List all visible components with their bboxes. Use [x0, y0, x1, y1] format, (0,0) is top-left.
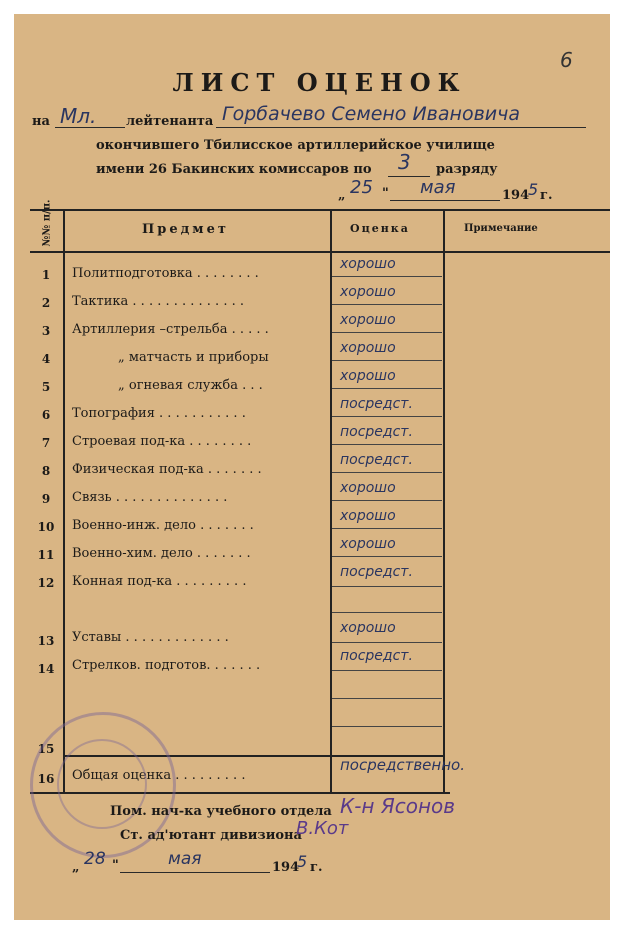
- row-number: 14: [37, 662, 55, 676]
- grade-value: посредственно.: [340, 756, 465, 774]
- row-number: 9: [41, 492, 51, 506]
- footer-date-open-quote: „: [72, 860, 80, 875]
- grade-value: хорошо: [340, 256, 396, 272]
- grade-value: посредст.: [340, 452, 413, 468]
- grade-value: хорошо: [340, 284, 396, 300]
- table-divider-grade: [443, 209, 445, 792]
- date-year-handwritten: 5: [528, 180, 539, 199]
- grade-underline: [332, 500, 442, 501]
- date-year-prefix: 194: [502, 188, 530, 203]
- grade-underline: [332, 416, 442, 417]
- grade-value: хорошо: [340, 368, 396, 384]
- footer-month-handwritten: мая: [168, 849, 202, 869]
- subject-name: Общая оценка . . . . . . . . .: [72, 768, 246, 783]
- subject-name: Топография . . . . . . . . . . .: [72, 406, 246, 421]
- footer-year-suffix: г.: [310, 860, 323, 875]
- subject-name: Строевая под-ка . . . . . . . .: [72, 434, 252, 449]
- subject-name: Военно-хим. дело . . . . . . .: [72, 546, 251, 561]
- row-number: 12: [37, 576, 55, 590]
- subject-name: „ огневая служба . . .: [118, 378, 263, 393]
- grade-value: хорошо: [340, 508, 396, 524]
- subject-name: „ матчасть и приборы: [118, 350, 269, 365]
- grade-underline: [332, 388, 442, 389]
- subject-name: Конная под-ка . . . . . . . . .: [72, 574, 247, 589]
- name-underline: [216, 127, 586, 128]
- row-number: 13: [37, 634, 55, 648]
- subject-name: Тактика . . . . . . . . . . . . . .: [72, 294, 244, 309]
- signature-dept: К-н Ясонов: [340, 794, 456, 818]
- category-handwritten: 3: [398, 150, 411, 174]
- row-number: 4: [41, 352, 51, 366]
- grade-value: посредст.: [340, 564, 413, 580]
- date-month-handwritten: мая: [420, 177, 456, 198]
- date-open-quote: „: [338, 188, 346, 203]
- row-number: 1: [41, 268, 51, 282]
- row-number: 5: [41, 380, 51, 394]
- grade-underline: [332, 276, 442, 277]
- grade-value: хорошо: [340, 312, 396, 328]
- grade-underline: [332, 472, 442, 473]
- table-divider-num: [63, 209, 65, 792]
- rank-handwritten: Мл.: [60, 104, 97, 128]
- row-number: 10: [37, 520, 55, 534]
- subject-name: Политподготовка . . . . . . . .: [72, 266, 259, 281]
- grade-underline: [332, 642, 442, 643]
- grade-underline: [332, 586, 442, 587]
- grade-value: хорошо: [340, 340, 396, 356]
- document-title: ЛИСТ ОЦЕНОК: [172, 68, 467, 97]
- grade-underline: [332, 304, 442, 305]
- rank-suffix: лейтенанта: [126, 114, 214, 129]
- grade-value: посредст.: [340, 648, 413, 664]
- column-header-subject: Предмет: [142, 222, 229, 237]
- subject-name: Военно-инж. дело . . . . . . .: [72, 518, 254, 533]
- row-number: 11: [37, 548, 55, 562]
- table-header-border: [30, 251, 610, 253]
- subject-name: Стрелков. подготов. . . . . . .: [72, 658, 261, 673]
- header-school-line: окончившего Тбилисское артиллерийское училище: [96, 138, 495, 153]
- table-top-border: [30, 209, 610, 211]
- grade-value: хорошо: [340, 536, 396, 552]
- subject-name: Артиллерия –стрельба . . . . .: [72, 322, 269, 337]
- header-category-prefix: имени 26 Бакинских комиссаров по: [96, 162, 372, 177]
- row-number: 15: [37, 742, 55, 756]
- grade-value: хорошо: [340, 620, 396, 636]
- date-year-suffix: г.: [540, 188, 553, 203]
- row-number: 2: [41, 296, 51, 310]
- name-handwritten: Горбачево Семено Ивановича: [222, 103, 520, 125]
- signature-adjutant: В.Кот: [296, 818, 349, 839]
- grade-value: посредст.: [340, 396, 413, 412]
- column-header-number: №№ п/п.: [41, 199, 53, 247]
- footer-year-handwritten: 5: [297, 852, 308, 871]
- column-header-grade: Оценка: [350, 222, 410, 235]
- grade-underline: [332, 670, 442, 671]
- grade-value: посредст.: [340, 424, 413, 440]
- grade-underline: [332, 556, 442, 557]
- date-close-quote: ": [382, 186, 389, 201]
- subject-name: Физическая под-ка . . . . . . .: [72, 462, 262, 477]
- grade-underline: [332, 528, 442, 529]
- grade-underline: [332, 444, 442, 445]
- grade-underline: [332, 332, 442, 333]
- grade-value: хорошо: [340, 480, 396, 496]
- column-header-note: Примечание: [464, 223, 538, 234]
- subject-name: Уставы . . . . . . . . . . . . .: [72, 630, 229, 645]
- date-day-handwritten: 25: [350, 177, 373, 198]
- footer-year-prefix: 194: [272, 860, 300, 875]
- footer-date-underline: [120, 872, 270, 873]
- header-category-suffix: разряду: [436, 162, 498, 177]
- row-number: 8: [41, 464, 51, 478]
- row-number: 6: [41, 408, 51, 422]
- footer-date-close-quote: ": [112, 858, 119, 873]
- grade-underline: [332, 698, 442, 699]
- subject-name: Связь . . . . . . . . . . . . . .: [72, 490, 228, 505]
- footer-adjutant-title: Ст. ад'ютант дивизиона: [120, 828, 302, 843]
- rank-underline: [55, 127, 125, 128]
- row-number: 16: [37, 772, 55, 786]
- header-na-label: на: [32, 114, 50, 129]
- row-number: 7: [41, 436, 51, 450]
- grade-underline: [332, 726, 442, 727]
- date-underline: [390, 200, 500, 201]
- row-number: 3: [41, 324, 51, 338]
- grade-underline: [332, 612, 442, 613]
- footer-dept-title: Пом. нач-ка учебного отдела: [110, 804, 332, 819]
- footer-day-handwritten: 28: [84, 849, 106, 869]
- page-number: 6: [560, 48, 573, 72]
- grade-underline: [332, 360, 442, 361]
